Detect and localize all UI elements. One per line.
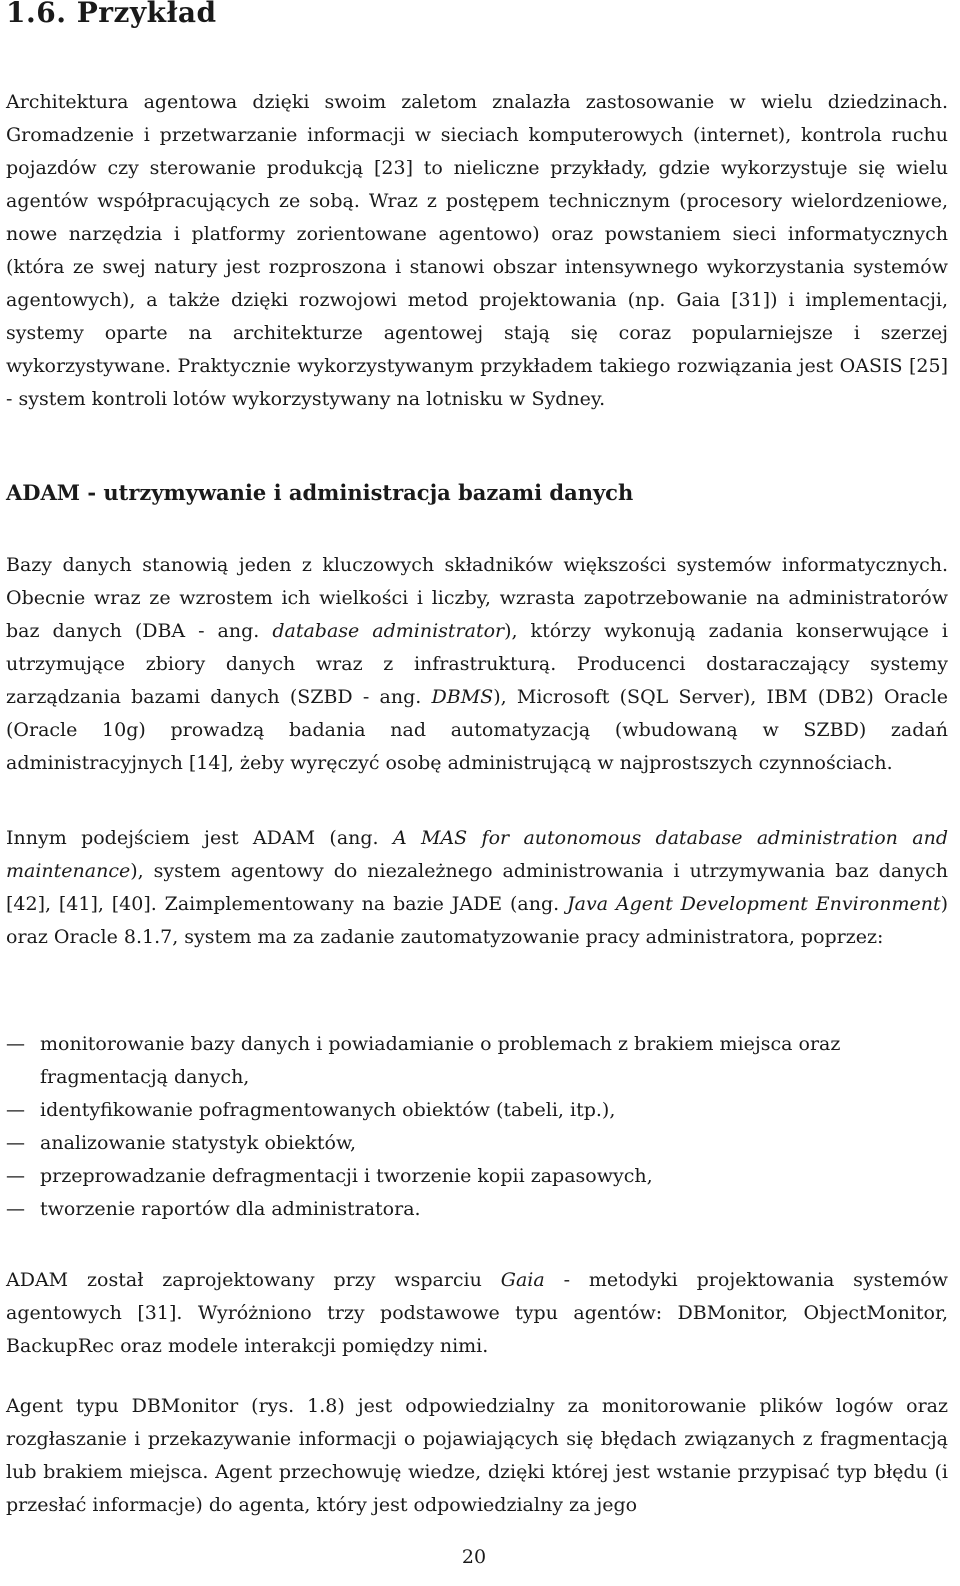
list-item — [6, 1127, 948, 1160]
paragraph-gaia-text-a: ADAM został zaprojektowany przy wsparciu — [6, 1269, 501, 1291]
list-item — [6, 1193, 948, 1226]
paragraph-adam-text-b: ), system agentowy do niezależnego administrowania i utrzymywania baz danych [42], [41], [40]. Zaimplementowany na bazie JADE (ang. — [6, 860, 948, 915]
list-item — [6, 1094, 948, 1127]
page-number: 20 — [461, 1546, 487, 1568]
paragraph-gaia-emphasis: Gaia — [500, 1269, 545, 1291]
paragraph-dba-text-b: ), którzy wykonują zadania konserwujące i utrzymujące zbiory danych wraz z infrastrukturą. Producenci dostaraczający systemy zarządzania bazami danych (SZBD - ang. — [6, 620, 948, 708]
section-title: 1.6. Przykład — [6, 0, 217, 29]
paragraph-dba — [6, 549, 948, 780]
paragraph-dba-text-c: ), Microsoft (SQL Server), IBM (DB2) Oracle (Oracle 10g) prowadzą badania nad automatyzacją (wbudowaną w SZBD) zadań administracyjnych [14], żeby wyręczyć osobę administrującą w najprostszych czynnościach. — [6, 686, 948, 774]
paragraph-dba-text-a: Bazy danych stanowią jeden z kluczowych składników większości systemów informatycznych. Obecnie wraz ze wzrostem ich wielkości i liczby, wzrasta zapotrzebowanie na administratorów baz danych (DBA - ang. — [6, 554, 948, 642]
paragraph-dba-emphasis-a: database administrator — [272, 620, 505, 642]
dash-bullet: — — [6, 1165, 25, 1187]
paragraph-dbmonitor: Agent typu DBMonitor (rys. 1.8) jest odpowiedzialny za monitorowanie plików logów oraz rozgłaszanie i przekazywanie informacji o pojawiających się błędach związanych z fragmentacją lub brakiem miejsca. Agent przechowuję wiedze, dzięki której jest wstanie przypisać typ błędu (i przesłać informacje) do agenta, który jest odpowiedzialny za jego — [6, 1395, 948, 1516]
paragraph-dba-emphasis-b: DBMS — [431, 686, 494, 708]
task-list — [6, 1028, 948, 1226]
list-item-text: identyfikowanie pofragmentowanych obiektów (tabeli, itp.), — [40, 1099, 616, 1121]
dash-bullet: — — [6, 1033, 25, 1055]
paragraph-gaia-text-b: - metodyki projektowania systemów agentowych [31]. Wyróżniono trzy podstawowe typu agentów: DBMonitor, ObjectMonitor, BackupRec oraz modele interakcji pomiędzy nimi. — [6, 1269, 948, 1357]
list-item-text: przeprowadzanie defragmentacji i tworzenie kopii zapasowych, — [40, 1165, 653, 1187]
paragraph-adam-emphasis-b: Java Agent Development Environment — [567, 893, 941, 915]
paragraph-gaia — [6, 1264, 948, 1363]
subsection-title: ADAM - utrzymywanie i administracja bazami danych — [6, 480, 634, 505]
dash-bullet: — — [6, 1099, 25, 1121]
paragraph-adam-text-c: ) oraz Oracle 8.1.7, system ma za zadanie zautomatyzowanie pracy administratora, poprzez: — [6, 893, 949, 948]
paragraph-adam — [6, 822, 948, 954]
intro-paragraph: Architektura agentowa dzięki swoim zaletom znalazła zastosowanie w wielu dziedzinach. Gromadzenie i przetwarzanie informacji w sieciach komputerowych (internet), kontrola ruchu pojazdów czy sterowanie produkcją [23] to nieliczne przykłady, gdzie wykorzystuje się wielu agentów współpracujących ze sobą. Wraz z postępem technicznym (procesory wielordzeniowe, nowe narzędzia i platformy zorientowane agentowo) oraz powstaniem sieci informatycznych (która ze swej natury jest rozproszona i stanowi obszar intensywnego wykorzystania systemów agentowych), a także dzięki rozwojowi metod projektowania (np. Gaia [31]) i implementacji, systemy oparte na architekturze agentowej stają się coraz popularniejsze i szerzej wykorzystywane. Praktycznie wykorzystywanym przykładem takiego rozwiązania jest OASIS [25] - system kontroli lotów wykorzystywany na lotnisku w Sydney. — [6, 91, 948, 410]
dash-bullet: — — [6, 1198, 25, 1220]
list-item-text: tworzenie raportów dla administratora. — [40, 1198, 421, 1220]
list-item — [6, 1160, 948, 1193]
list-item-text: analizowanie statystyk obiektów, — [40, 1132, 356, 1154]
paragraph-adam-text-a: Innym podejściem jest ADAM (ang. — [6, 827, 393, 849]
list-item-text: monitorowanie bazy danych i powiadamianie o problemach z brakiem miejsca oraz fragmentacją danych, — [40, 1033, 841, 1088]
dash-bullet: — — [6, 1132, 25, 1154]
list-item — [6, 1028, 948, 1094]
paragraph-adam-emphasis-a: A MAS for autonomous database administration and maintenance — [6, 827, 948, 882]
